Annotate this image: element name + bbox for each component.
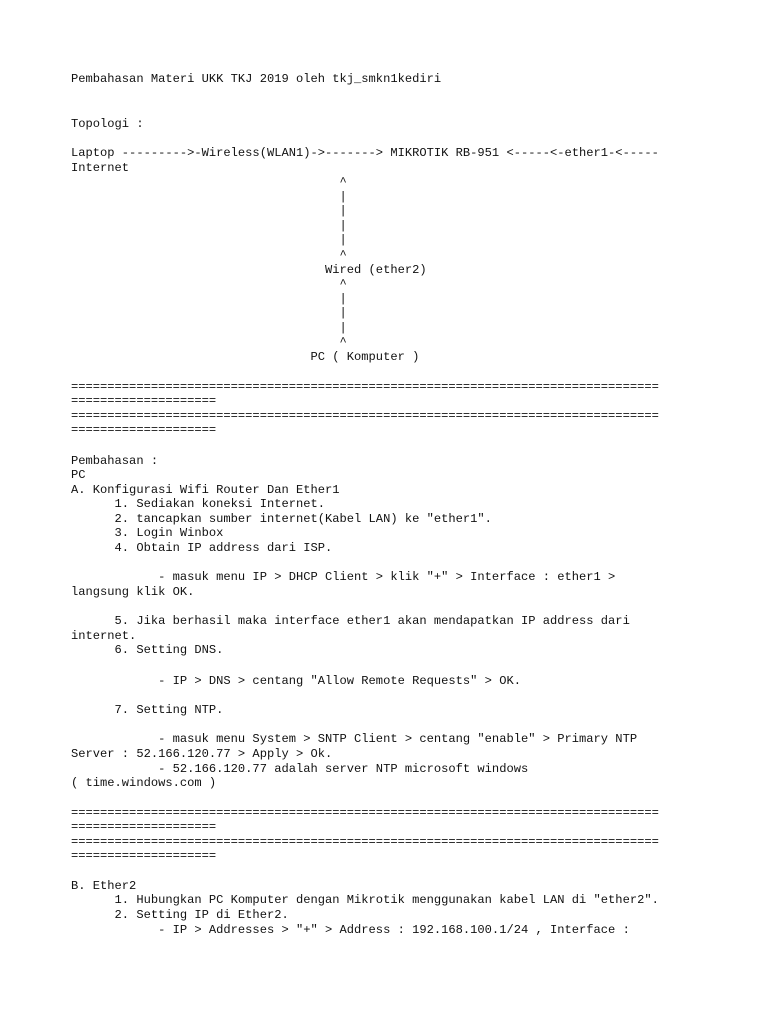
document-title: Pembahasan Materi UKK TKJ 2019 oleh tkj_smkn1kediri bbox=[71, 72, 442, 86]
instruction-line: - IP > Addresses > "+" > Address : 192.168.100.1/24 , Interface : bbox=[71, 923, 630, 937]
section-heading: Pembahasan : bbox=[71, 454, 159, 468]
topology-diagram-line: | bbox=[71, 190, 347, 204]
separator-line: ================================================================================= bbox=[71, 835, 659, 849]
separator-line: ==================== bbox=[71, 820, 217, 834]
list-item: 1. Sediakan koneksi Internet. bbox=[71, 497, 326, 511]
instruction-line: - IP > DNS > centang "Allow Remote Requests" > OK. bbox=[71, 674, 521, 688]
instruction-line: Server : 52.166.120.77 > Apply > Ok. bbox=[71, 747, 333, 761]
separator-line: ================================================================================= bbox=[71, 806, 659, 820]
list-item: 3. Login Winbox bbox=[71, 526, 224, 540]
list-item: 4. Obtain IP address dari ISP. bbox=[71, 541, 333, 555]
separator-line: ================================================================================= bbox=[71, 380, 659, 394]
instruction-line: - 52.166.120.77 adalah server NTP microsoft windows bbox=[71, 762, 529, 776]
topology-diagram-line: | bbox=[71, 233, 347, 247]
instruction-line: langsung klik OK. bbox=[71, 585, 195, 599]
topology-diagram-line: Laptop --------->-Wireless(WLAN1)->-------> MIKROTIK RB-951 <-----<-ether1-<----- bbox=[71, 146, 659, 160]
section-heading: B. Ether2 bbox=[71, 879, 137, 893]
section-heading: A. Konfigurasi Wifi Router Dan Ether1 bbox=[71, 483, 340, 497]
topology-diagram-line: PC ( Komputer ) bbox=[71, 350, 420, 364]
separator-line: ==================== bbox=[71, 423, 217, 437]
topology-diagram-line: | bbox=[71, 306, 347, 320]
body-text-line: PC bbox=[71, 468, 86, 482]
body-text-line: internet. bbox=[71, 629, 137, 643]
topology-diagram-line: ^ bbox=[71, 277, 347, 291]
topology-diagram-line: | bbox=[71, 219, 347, 233]
topology-diagram-line: | bbox=[71, 292, 347, 306]
instruction-line: ( time.windows.com ) bbox=[71, 776, 217, 790]
topology-diagram-line: ^ bbox=[71, 248, 347, 262]
list-item: 6. Setting DNS. bbox=[71, 643, 224, 657]
instruction-line: - masuk menu IP > DHCP Client > klik "+" > Interface : ether1 > bbox=[71, 570, 616, 584]
topology-diagram-line: ^ bbox=[71, 335, 347, 349]
topology-diagram-line: Wired (ether2) bbox=[71, 263, 427, 277]
list-item: 2. tancapkan sumber internet(Kabel LAN) ke "ether1". bbox=[71, 512, 492, 526]
separator-line: ================================================================================= bbox=[71, 409, 659, 423]
list-item: 5. Jika berhasil maka interface ether1 akan mendapatkan IP address dari bbox=[71, 614, 630, 628]
topology-diagram-line: ^ bbox=[71, 175, 347, 189]
topology-heading: Topologi : bbox=[71, 117, 144, 131]
separator-line: ==================== bbox=[71, 394, 217, 408]
separator-line: ==================== bbox=[71, 849, 217, 863]
topology-diagram-line: | bbox=[71, 204, 347, 218]
topology-diagram-line: | bbox=[71, 321, 347, 335]
list-item: 1. Hubungkan PC Komputer dengan Mikrotik menggunakan kabel LAN di "ether2". bbox=[71, 893, 659, 907]
topology-diagram-line: Internet bbox=[71, 161, 130, 175]
list-item: 2. Setting IP di Ether2. bbox=[71, 908, 289, 922]
list-item: 7. Setting NTP. bbox=[71, 703, 224, 717]
instruction-line: - masuk menu System > SNTP Client > centang "enable" > Primary NTP bbox=[71, 732, 638, 746]
